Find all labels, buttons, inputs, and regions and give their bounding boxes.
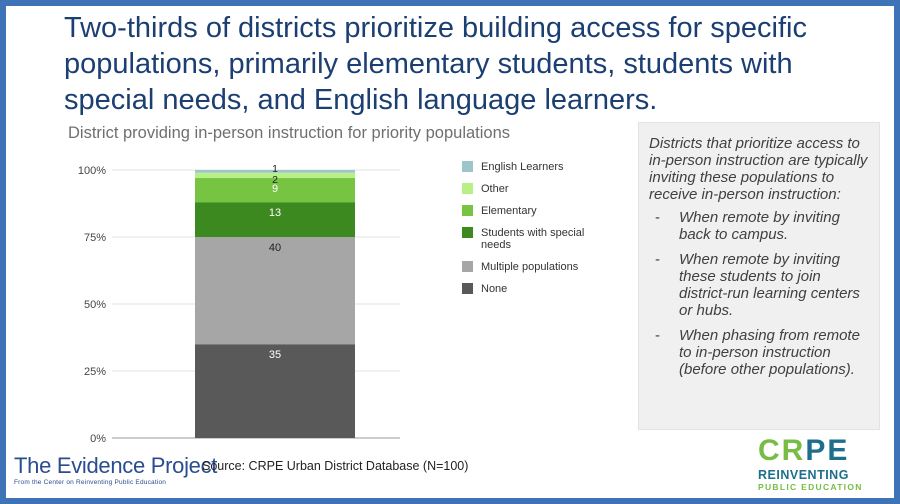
callout-box [638,122,880,430]
y-tick-label: 50% [83,299,106,311]
bullet-dash: - [655,327,660,344]
legend-swatch [462,227,473,238]
legend-swatch [462,183,473,194]
stacked-bar-chart [50,152,620,452]
data-label: 40 [268,242,282,254]
data-label: 13 [268,207,282,220]
bullet-dash: - [655,251,660,268]
bullet-dash: - [655,209,660,226]
callout-list [649,209,869,378]
headline: Two-thirds of districts prioritize building access for specific populations, primarily elementary students, students with special needs, and English language learners. [64,12,807,116]
y-tick-label: 75% [83,232,106,244]
legend-label: Students with special needs [481,227,585,251]
legend-swatch [462,205,473,216]
legend-label: Other [481,183,509,195]
source-note: Source: CRPE Urban District Database (N=100) [202,459,469,473]
crpe-tagline-2: PUBLIC EDUCATION [758,482,863,492]
data-label: 1 [272,163,278,175]
evidence-project-subtitle: From the Center on Reinventing Public Education [14,479,167,486]
legend-label: Multiple populations [481,261,579,273]
data-label: 9 [271,183,279,196]
callout-bullet-text: When remote by inviting back to campus. [679,209,840,243]
y-tick-label: 0% [90,433,106,445]
callout-bullet-text: When remote by inviting these students to join district-run learning centers or hubs. [679,251,860,319]
legend-swatch [462,161,473,172]
chart-title: District providing in-person instruction for priority populations [68,124,511,142]
legend-label: None [481,283,508,295]
crpe-wordmark-part1: CR [758,434,806,467]
legend-swatch [462,261,473,272]
y-tick-label: 100% [77,165,106,177]
crpe-tagline-1: REINVENTING [758,468,849,482]
crpe-logo [758,436,888,492]
legend-label: Elementary [481,205,537,217]
y-tick-label: 25% [83,366,106,378]
data-label: 35 [268,349,282,362]
callout-bullet [649,327,869,378]
slide [6,6,894,498]
evidence-project-logo [14,454,217,486]
data-label: 2 [272,174,278,186]
callout-bullet [649,209,869,243]
legend-swatch [462,283,473,294]
evidence-project-title: The Evidence Project [14,453,218,478]
crpe-wordmark [758,436,888,466]
legend-label: English Learners [481,161,564,173]
crpe-wordmark-part2: PE [805,434,850,467]
callout-intro: Districts that prioritize access to in-person instruction are typically inviting these populations to receive in-person instruction: [649,135,868,203]
callout-bullet-text: When phasing from remote to in-person instruction (before other populations). [679,327,860,378]
callout-bullet [649,251,869,319]
